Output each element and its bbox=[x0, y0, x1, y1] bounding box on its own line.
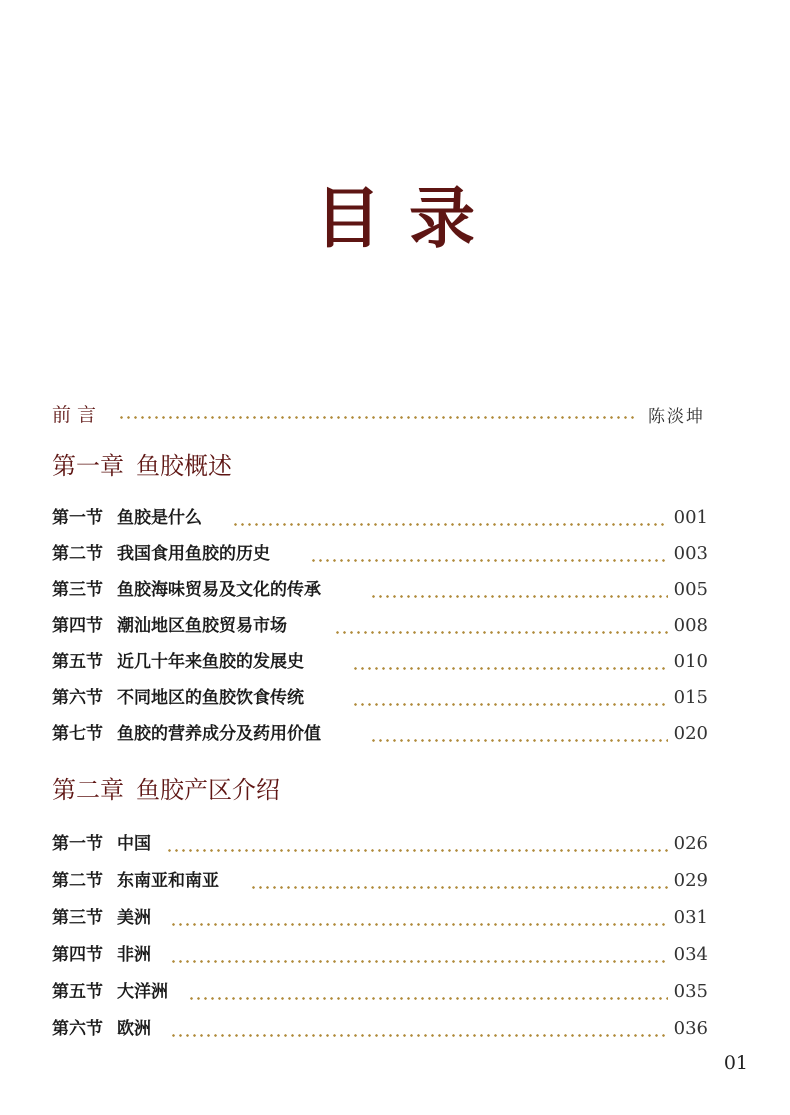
page-ref: 036 bbox=[673, 1018, 708, 1039]
toc-entry[interactable] bbox=[0, 940, 790, 970]
dot-leader bbox=[352, 703, 668, 706]
toc-entry[interactable] bbox=[0, 683, 790, 713]
page-ref: 015 bbox=[673, 687, 708, 708]
dot-leader bbox=[334, 631, 668, 634]
section-title: 中国 bbox=[117, 834, 151, 854]
dot-leader bbox=[170, 960, 668, 963]
section-number: 第六节 bbox=[52, 1019, 103, 1039]
toc-entry[interactable] bbox=[0, 575, 790, 605]
page-ref: 010 bbox=[673, 651, 708, 672]
preface-author: 陈淡坤 bbox=[648, 407, 705, 427]
toc-preface-row[interactable] bbox=[0, 400, 790, 430]
section-label bbox=[52, 575, 321, 605]
dot-leader bbox=[352, 667, 668, 670]
page-ref: 035 bbox=[673, 981, 708, 1002]
page-ref: 034 bbox=[673, 944, 708, 965]
toc-entry[interactable] bbox=[0, 1014, 790, 1044]
section-title: 东南亚和南亚 bbox=[117, 871, 219, 891]
dot-leader bbox=[370, 595, 668, 598]
toc-entry[interactable] bbox=[0, 829, 790, 859]
section-number: 第二节 bbox=[52, 544, 103, 564]
section-title: 美洲 bbox=[117, 908, 151, 928]
dot-leader bbox=[232, 523, 668, 526]
page-ref: 020 bbox=[673, 723, 708, 744]
toc-entry[interactable] bbox=[0, 611, 790, 641]
dot-leader bbox=[310, 559, 668, 562]
dot-leader bbox=[370, 739, 668, 742]
section-title: 我国食用鱼胶的历史 bbox=[117, 544, 270, 564]
section-number: 第一节 bbox=[52, 508, 103, 528]
section-title: 鱼胶的营养成分及药用价值 bbox=[117, 724, 321, 744]
page-ref: 031 bbox=[673, 907, 708, 928]
section-title: 近几十年来鱼胶的发展史 bbox=[117, 652, 304, 672]
chapter-title: 鱼胶产区介绍 bbox=[136, 776, 280, 804]
section-label bbox=[52, 903, 151, 933]
dot-leader bbox=[170, 1034, 668, 1037]
section-number: 第六节 bbox=[52, 688, 103, 708]
section-number: 第四节 bbox=[52, 945, 103, 965]
toc-entry[interactable] bbox=[0, 977, 790, 1007]
section-title: 不同地区的鱼胶饮食传统 bbox=[117, 688, 304, 708]
toc-entry[interactable] bbox=[0, 503, 790, 533]
page-ref: 026 bbox=[673, 833, 708, 854]
section-label bbox=[52, 683, 304, 713]
section-title: 鱼胶海味贸易及文化的传承 bbox=[117, 580, 321, 600]
chapter-heading-1 bbox=[52, 449, 232, 483]
dot-leader bbox=[188, 997, 668, 1000]
section-label bbox=[52, 611, 287, 641]
toc-entry[interactable] bbox=[0, 866, 790, 896]
chapter-number: 第一章 bbox=[52, 452, 124, 480]
section-title: 欧洲 bbox=[117, 1019, 151, 1039]
toc-title: 目录 bbox=[315, 179, 503, 257]
toc-entry[interactable] bbox=[0, 539, 790, 569]
section-label bbox=[52, 1014, 151, 1044]
section-label bbox=[52, 866, 219, 896]
page-ref: 029 bbox=[673, 870, 708, 891]
section-number: 第一节 bbox=[52, 834, 103, 854]
toc-entry[interactable] bbox=[0, 719, 790, 749]
page-ref: 005 bbox=[673, 579, 708, 600]
section-label bbox=[52, 539, 270, 569]
dot-leader bbox=[170, 923, 668, 926]
page-number: 01 bbox=[723, 1052, 748, 1074]
section-title: 非洲 bbox=[117, 945, 151, 965]
chapter-heading-2 bbox=[52, 773, 280, 807]
section-title: 鱼胶是什么 bbox=[117, 508, 202, 528]
section-title: 潮汕地区鱼胶贸易市场 bbox=[117, 616, 287, 636]
toc-entry[interactable] bbox=[0, 903, 790, 933]
dot-leader bbox=[118, 416, 638, 419]
section-number: 第三节 bbox=[52, 580, 103, 600]
chapter-number: 第二章 bbox=[52, 776, 124, 804]
page-ref: 001 bbox=[673, 507, 708, 528]
section-title: 大洋洲 bbox=[117, 982, 168, 1002]
dot-leader bbox=[250, 886, 668, 889]
page-ref: 008 bbox=[673, 615, 708, 636]
page-ref: 003 bbox=[673, 543, 708, 564]
section-label bbox=[52, 940, 151, 970]
section-number: 第七节 bbox=[52, 724, 103, 744]
section-label bbox=[52, 719, 321, 749]
preface-label: 前言 bbox=[52, 404, 103, 426]
section-label bbox=[52, 647, 304, 677]
toc-entry[interactable] bbox=[0, 647, 790, 677]
section-number: 第二节 bbox=[52, 871, 103, 891]
section-label bbox=[52, 829, 151, 859]
section-label bbox=[52, 977, 168, 1007]
section-number: 第四节 bbox=[52, 616, 103, 636]
section-number: 第三节 bbox=[52, 908, 103, 928]
section-number: 第五节 bbox=[52, 982, 103, 1002]
chapter-title: 鱼胶概述 bbox=[136, 452, 232, 480]
section-label bbox=[52, 503, 202, 533]
section-number: 第五节 bbox=[52, 652, 103, 672]
dot-leader bbox=[166, 849, 668, 852]
